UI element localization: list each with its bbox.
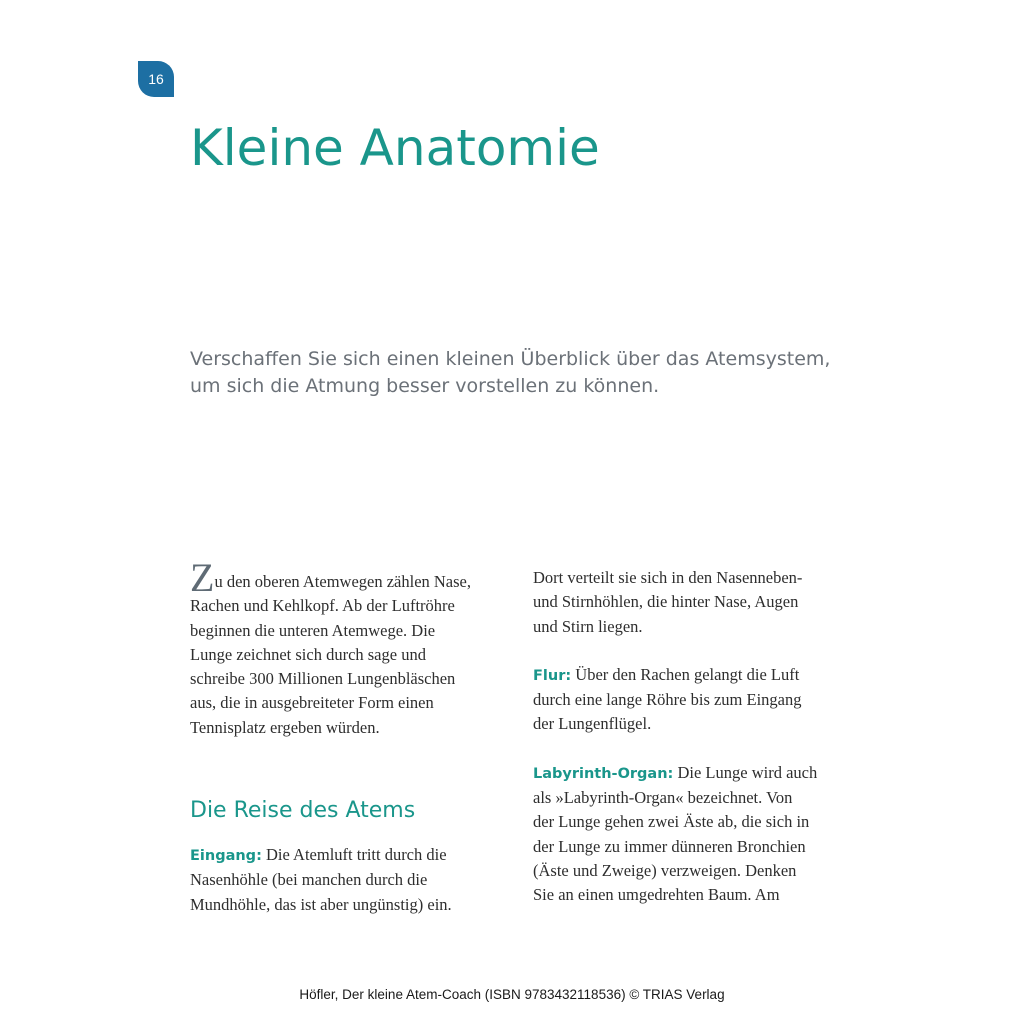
flur-paragraph (533, 663, 853, 737)
page-number-badge: 16 (138, 61, 174, 97)
left-column (190, 555, 510, 917)
text-line: Tennisplatz ergeben würden. (190, 717, 380, 737)
text-line (533, 761, 853, 786)
chapter-title: Kleine Anatomie (190, 119, 600, 177)
text-line: Dort verteilt sie sich in den Nasenneben- (533, 568, 803, 587)
text-line: beginnen die unteren Atemwege. Die (190, 620, 436, 640)
lead-line: Verschaffen Sie sich einen kleinen Überblick über das Atemsystem, (190, 348, 831, 370)
text-line-content: Die Lunge wird auch (673, 762, 818, 782)
flur-label: Flur: (533, 667, 572, 684)
eingang-label: Eingang: (190, 848, 262, 865)
text-line: der Lungenflügel. (533, 714, 652, 734)
text-line: Sie an einen umgedrehten Baum. Am (533, 885, 780, 905)
text-line: der Lunge zu immer dünneren Bronchien (533, 836, 806, 856)
text-line-content: Die Atemluft tritt durch die (261, 845, 447, 865)
text-line: Mundhöhle, das ist aber ungünstig) ein. (190, 894, 452, 914)
text-line (190, 843, 510, 868)
text-line: Nasenhöhle (bei manchen durch die (190, 870, 428, 890)
section-subheading: Die Reise des Atems (190, 798, 416, 824)
text-line: aus, die in ausgebreiteter Form einen (190, 693, 434, 713)
labyrinth-paragraph (533, 761, 853, 908)
labyrinth-label: Labyrinth-Organ: (533, 765, 674, 782)
right-column (533, 566, 853, 908)
text-line: Lunge zeichnet sich durch sage und (190, 644, 426, 664)
lead-line: um sich die Atmung besser vorstellen zu können. (190, 375, 660, 397)
drop-cap: Z (190, 555, 215, 600)
text-line: als »Labyrinth-Organ« bezeichnet. Von (533, 788, 793, 808)
text-line: der Lunge gehen zwei Äste ab, die sich in (533, 812, 810, 832)
text-line: durch eine lange Röhre bis zum Eingang (533, 690, 802, 710)
text-line (533, 663, 853, 688)
text-line: Rachen und Kehlkopf. Ab der Luftröhre (190, 596, 455, 616)
lead-paragraph (190, 346, 850, 400)
page-footer: Höfler, Der kleine Atem-Coach (ISBN 9783432118536) © TRIAS Verlag (299, 987, 725, 1002)
text-line (190, 555, 510, 600)
text-line: und Stirnhöhlen, die hinter Nase, Augen (533, 592, 799, 612)
text-line-content: Über den Rachen gelangt die Luft (571, 664, 800, 684)
text-line: schreibe 300 Millionen Lungenbläschen (190, 669, 456, 689)
text-line-content: u den oberen Atemwegen zählen Nase, (214, 572, 472, 591)
dort-paragraph (533, 566, 853, 639)
eingang-paragraph (190, 843, 510, 917)
text-line: (Äste und Zweige) verzweigen. Denken (533, 860, 797, 880)
text-line: und Stirn liegen. (533, 616, 643, 636)
intro-paragraph (190, 555, 510, 740)
